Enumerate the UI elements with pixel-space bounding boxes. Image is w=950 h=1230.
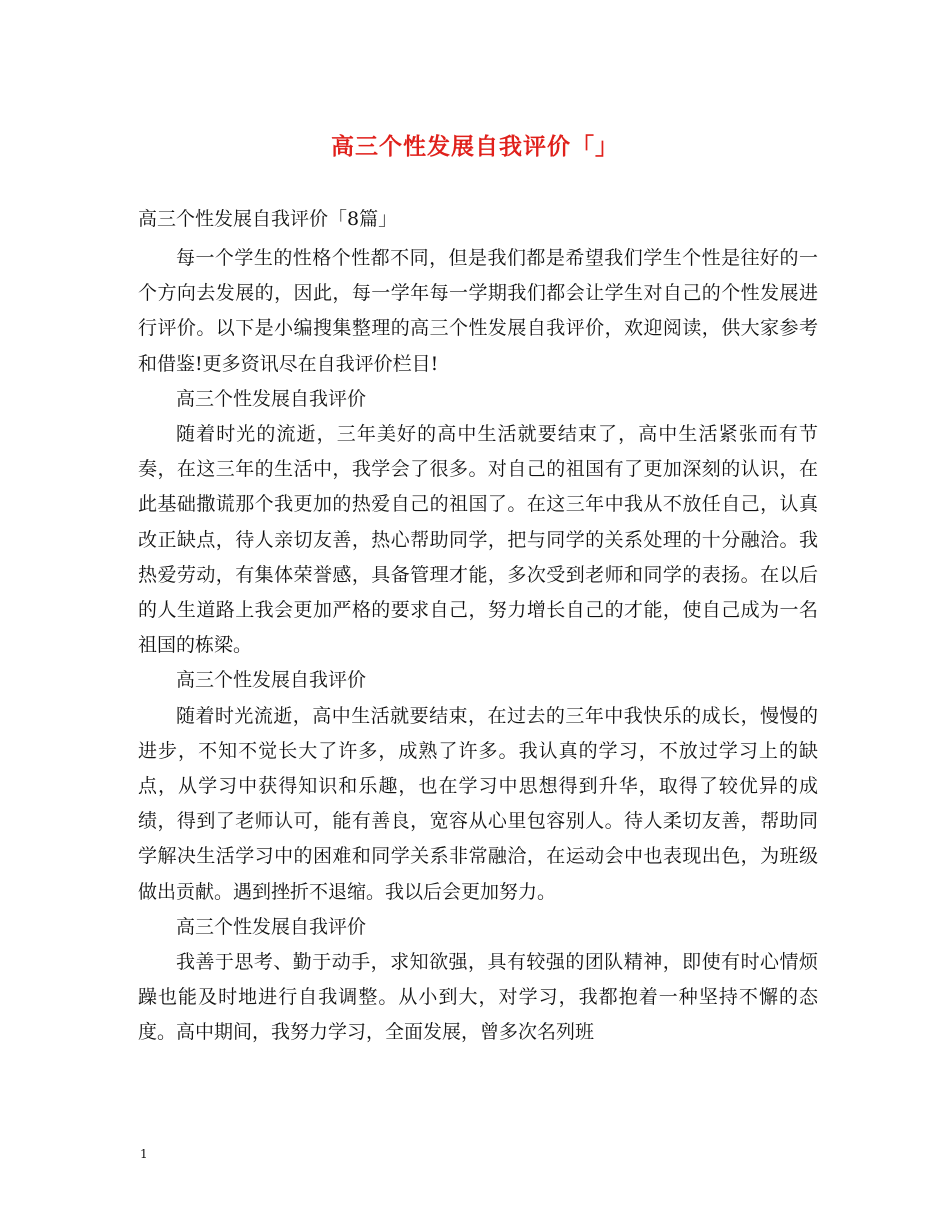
section-heading: 高三个性发展自我评价: [176, 387, 367, 410]
section-heading: 高三个性发展自我评价: [176, 915, 367, 938]
section-heading: 高三个性发展自我评价: [176, 669, 367, 692]
body-paragraph: 我善于思考、勤于动手，求知欲强，具有较强的团队精神，即使有时心情烦躁也能及时地进行自我调整。从小到大，对学习，我都抱着一种坚持不懈的态度。高中期间，我努力学习，全面发展，曾多次名列班: [138, 951, 818, 1044]
body-paragraph: 随着时光的流逝，三年美好的高中生活就要结束了，高中生活紧张而有节奏，在这三年的生活中，我学会了很多。对自己的祖国有了更加深刻的认识，在此基础撒谎那个我更加的热爱自己的祖国了。在这三年中我从不放任自己，认真改正缺点，待人亲切友善，热心帮助同学，把与同学的关系处理的十分融洽。我热爱劳动，有集体荣誉感，具备管理才能，多次受到老师和同学的表扬。在以后的人生道路上我会更加严格的要求自己，努力增长自己的才能，使自己成为一名祖国的栋梁。: [138, 423, 818, 657]
page-number: 1: [140, 1147, 148, 1161]
intro-paragraph: 每一个学生的性格个性都不同，但是我们都是希望我们学生个性是往好的一个方向去发展的，因此，每一学年每一学期我们都会让学生对自己的个性发展进行评价。以下是小编搜集整理的高三个性发展自我评价，欢迎阅读，供大家参考和借鉴!更多资讯尽在自我评价栏目!: [138, 247, 818, 375]
document-title: 高三个性发展自我评价「」: [331, 133, 619, 160]
body-paragraph: 随着时光流逝，高中生活就要结束，在过去的三年中我快乐的成长，慢慢的进步，不知不觉长大了许多，成熟了许多。我认真的学习，不放过学习上的缺点，从学习中获得知识和乐趣，也在学习中思想得到升华，取得了较优异的成绩，得到了老师认可，能有善良，宽容从心里包容别人。待人柔切友善，帮助同学解决生活学习中的困难和同学关系非常融洽，在运动会中也表现出色，为班级做出贡献。遇到挫折不退缩。我以后会更加努力。: [138, 704, 818, 903]
document-subheading: 高三个性发展自我评价「8篇」: [138, 208, 398, 230]
document-body: [138, 241, 818, 1051]
